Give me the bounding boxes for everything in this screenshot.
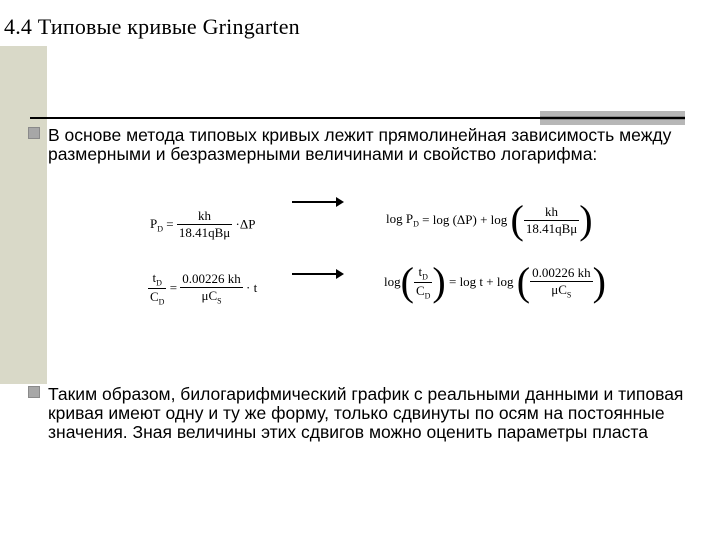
eq3-middle: = log (ΔP) + log	[422, 212, 508, 227]
eq2-numerator: 0.00226 kh	[182, 270, 241, 286]
eq4-log: log	[384, 274, 401, 289]
eq1-lhs: $P_D$	[150, 215, 164, 234]
eq4-middle: = log t + log	[448, 274, 514, 289]
bullet-text-2: Таким образом, билогарифмический график с реальными данными и типовая кривая имеют одну и ту же форму, только сдвинуты по осям на постоянные значения. Зная величины этих сдвигов можно оценить параметры пласта	[48, 384, 684, 442]
eq3-denominator: 18.41qBμ	[525, 220, 578, 236]
arrow-1-shaft	[292, 201, 338, 203]
equation-log-pd: $\log P_D = \log (\Delta P) + \log$ ( kh 18.41qBμ )	[386, 197, 593, 242]
equation-log-td: log( $\frac{t_D}{C_D}$ ) = log t + log ( 0.00226 kh $\mu C_S$ )	[384, 259, 606, 304]
bullet-marker-1	[28, 127, 40, 139]
eq3-lhs: $\log P_D$	[386, 211, 419, 229]
equation-pd	[150, 208, 255, 241]
eq1-denominator: 18.41qBμ	[178, 225, 231, 240]
eq1-equals: =	[166, 216, 174, 232]
equation-td	[148, 270, 257, 306]
eq1-numerator: kh	[177, 208, 232, 225]
eq4-fraction	[530, 265, 593, 300]
arrow-2-head	[336, 269, 344, 279]
eq3-fraction	[524, 204, 579, 237]
eq4-denominator: $\mu C_S$	[551, 281, 572, 300]
eq2-fraction	[180, 271, 243, 306]
eq2-lhs-fraction: $\frac{t_D}{C_D}$	[150, 270, 165, 307]
eq1-fraction	[177, 208, 232, 241]
eq2-tail: · t	[246, 280, 258, 296]
bullet-marker-2	[28, 386, 40, 398]
slide-title: 4.4 Типовые кривые Gringarten	[4, 14, 300, 39]
bullet-text-1: В основе метода типовых кривых лежит прямолинейная зависимость между размерными и безразмерными величинами и свойство логарифма:	[48, 125, 672, 164]
eq3-numerator: kh	[524, 204, 579, 221]
side-bar	[0, 0, 47, 384]
eq2-equals: =	[169, 280, 178, 296]
eq4-numerator: 0.00226 kh	[532, 264, 591, 280]
eq1-tail: ·ΔP	[235, 216, 256, 232]
eq4-lhs-fraction: $\frac{t_D}{C_D}$	[415, 263, 431, 301]
arrow-2-shaft	[292, 273, 338, 275]
arrow-1-head	[336, 197, 344, 207]
eq2-denominator: $\mu C_S$	[201, 287, 222, 306]
title-rule	[30, 117, 685, 119]
